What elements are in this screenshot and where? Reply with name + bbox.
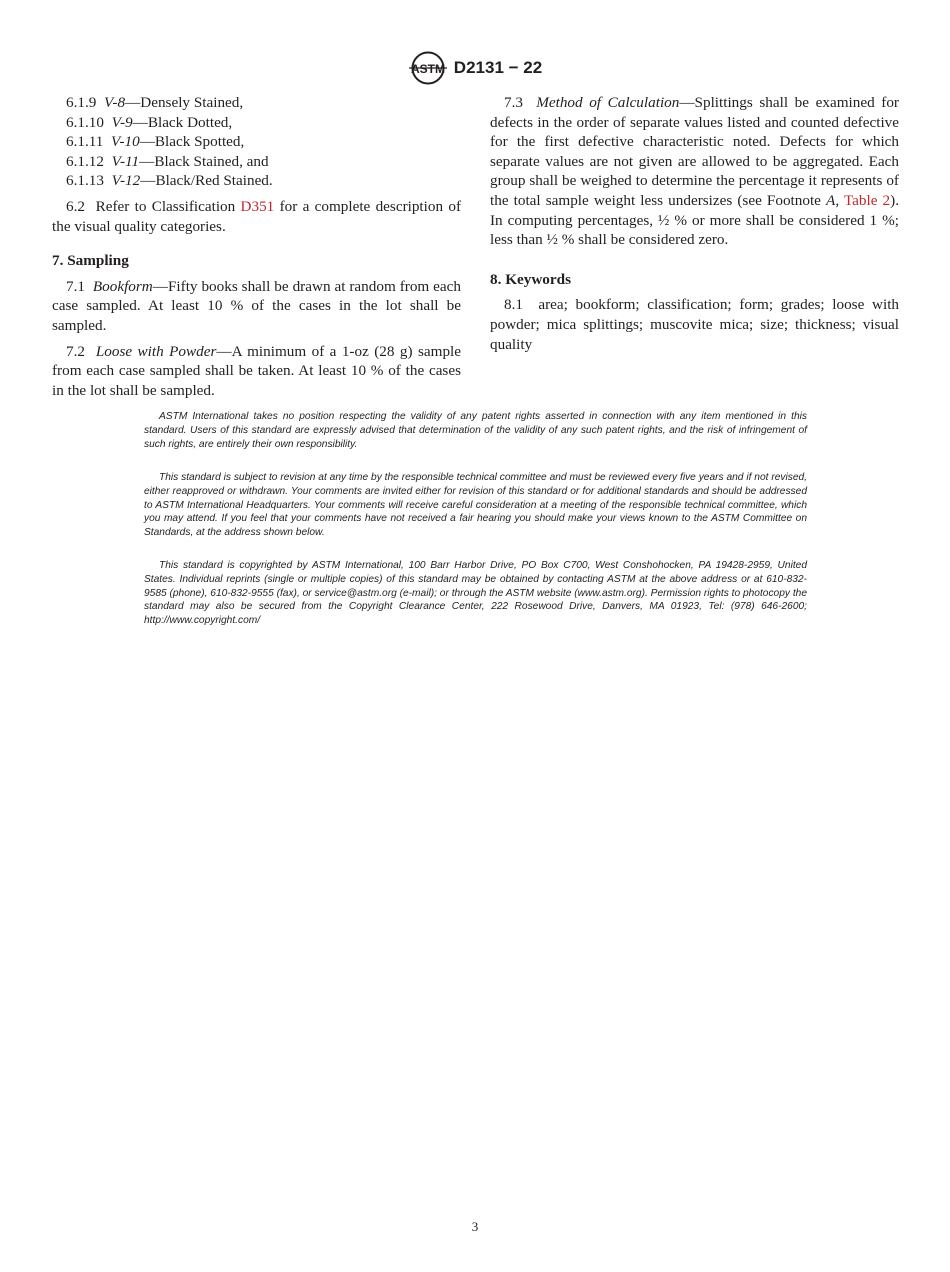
paragraph-7-1: 7.1 Bookform—Fifty books shall be drawn at random from each case sampled. At least 10 % of the cases in the lot shall be sampled. — [52, 277, 461, 334]
right-column — [490, 93, 899, 354]
d351-link[interactable]: D351 — [240, 197, 275, 215]
paragraph-8-1: 8.1 area; bookform; classification; form; grades; loose with powder; mica splittings; muscovite mica; size; thickness; visual quality — [490, 296, 900, 353]
list-item: 6.1.10 V-9—Black Dotted, — [66, 113, 233, 131]
page-number: 3 — [471, 1219, 479, 1234]
patent-notice: ASTM International takes no position respecting the validity of any patent rights asserted in connection with any item mentioned in this standard. Users of this standard are expressly advised that determination of the validity of any such patent rights, and the risk of infringement of such rights, are entirely their own responsibility. — [144, 411, 807, 450]
list-item: 6.1.13 V-12—Black/Red Stained. — [66, 172, 273, 190]
page-header — [0, 50, 950, 86]
paragraph-7-2: 7.2 Loose with Powder—A minimum of a 1-oz (28 g) sample from each case sampled shall be taken. At least 10 % of the cases in the lot shall be sampled. — [52, 342, 461, 399]
list-item: 6.1.12 V-11—Black Stained, and — [66, 152, 269, 170]
table-2-link[interactable]: Table 2 — [843, 191, 891, 209]
svg-text:ASTM: ASTM — [410, 62, 445, 76]
left-column — [52, 93, 461, 400]
astm-logo-icon — [408, 51, 448, 85]
copyright-notice: This standard is copyrighted by ASTM International, 100 Barr Harbor Drive, PO Box C700, West Conshohocken, PA 19428-2959, United States. Individual reprints (single or multiple copies) of this standard may be obtained by contacting ASTM at the above address or at 610-832-9585 (phone), 610-832-9555 (fax), or service@astm.org (e-mail); or through the ASTM website (www.astm.org). Permission rights to photocopy the standard may also be secured from the Copyright Clearance Center, 222 Rosewood Drive, Danvers, MA 01923, Tel: (978) 646-2600; http://www.copyright.com/ — [144, 560, 807, 627]
section-heading-sampling: 7. Sampling — [52, 252, 129, 270]
paragraph-6-2: 6.2 Refer to Classification D351 for a complete description of the visual quality categories. — [52, 197, 462, 235]
section-heading-keywords: 8. Keywords — [490, 270, 571, 288]
list-item: 6.1.11 V-10—Black Spotted, — [66, 133, 245, 151]
list-item: 6.1.9 V-8—Densely Stained, — [66, 94, 244, 111]
standard-designation: D2131 − 22 — [453, 58, 543, 77]
revision-notice: This standard is subject to revision at any time by the responsible technical committee and must be reviewed every five years and if not revised, either reapproved or withdrawn. Your comments are invited either for revision of this standard or for additional standards and should be addressed to ASTM International Headquarters. Your comments will receive careful consideration at a meeting of the responsible technical committee, which you may attend. If you feel that your comments have not received a fair hearing you should make your views known to the ASTM Committee on Standards, at the address shown below. — [144, 472, 807, 539]
paragraph-7-3: 7.3 Method of Calculation—Splittings shall be examined for defects in the order of separate values listed and counted defective for the first defective characteristic noted. Defects for which separate values are not given are allowed to be aggregated. Each group shall be weighed to determine the percentage it represents of the total sample weight less undersizes (see Footnote A, Table 2). In computing percentages, ½ % or more shall be considered 1 %; less than ½ % shall be considered zero. — [490, 94, 899, 249]
